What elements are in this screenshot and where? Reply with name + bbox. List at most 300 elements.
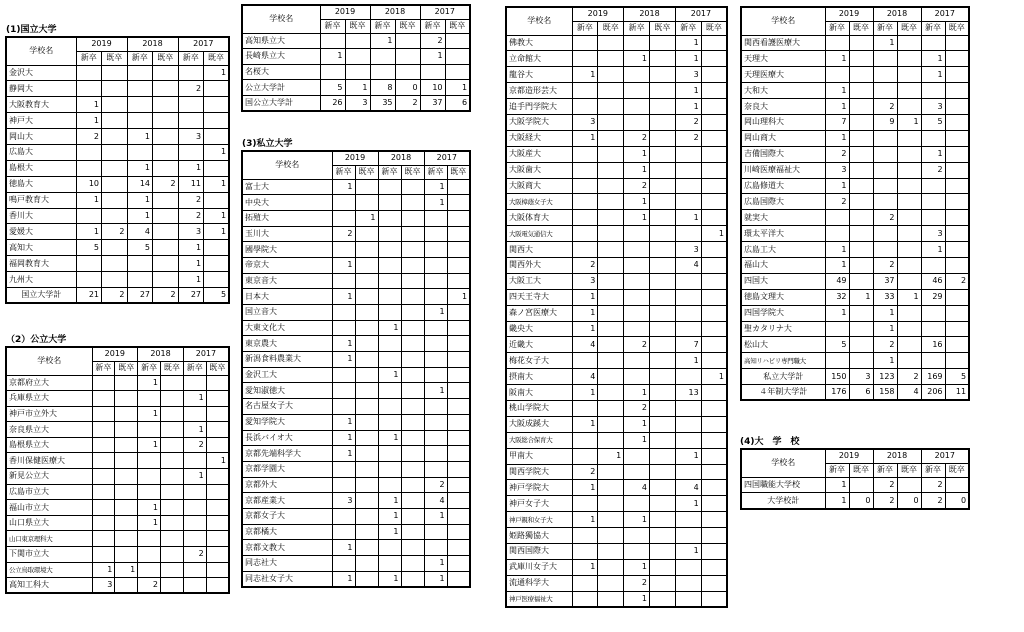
prev-grad-count-cell: 1	[345, 80, 370, 96]
prev-grad-count-cell	[206, 375, 229, 391]
new-grad-count-cell	[424, 524, 447, 540]
new-grad-count-cell	[572, 51, 598, 67]
prev-grad-count-cell	[395, 49, 420, 65]
new-grad-count-cell: 1	[378, 524, 401, 540]
prev-grad-count-cell	[355, 508, 378, 524]
prev-grad-count-cell	[102, 256, 128, 272]
table-row	[242, 352, 470, 368]
prev-grad-count-cell	[701, 464, 727, 480]
prev-grad-count-cell	[355, 414, 378, 430]
header-new-grad: 新卒	[370, 19, 395, 33]
header-prev-grad: 既卒	[447, 165, 470, 179]
table-row	[741, 178, 969, 194]
prev-grad-count-cell	[447, 571, 470, 587]
school-name-cell: 京都産業大	[242, 493, 332, 509]
new-grad-count-cell: 2	[332, 226, 355, 242]
header-year: 2018	[138, 347, 184, 361]
school-name-cell: 京都外大	[242, 477, 332, 493]
new-grad-count-cell: 1	[675, 35, 701, 51]
header-prev-grad: 既卒	[206, 361, 229, 375]
new-grad-count-cell: 1	[825, 305, 849, 321]
prev-grad-count-cell	[206, 500, 229, 516]
new-grad-count-cell	[378, 461, 401, 477]
school-name-cell: 高知県立大	[242, 33, 320, 49]
new-grad-count-cell: 1	[332, 179, 355, 195]
prev-grad-count-cell: 3	[849, 369, 873, 385]
header-year: 2019	[572, 7, 624, 21]
new-grad-count-cell: 29	[921, 289, 945, 305]
prev-grad-count-cell	[204, 256, 230, 272]
table-row	[506, 575, 727, 591]
school-name-cell: 國學院大	[242, 242, 332, 258]
prev-grad-count-cell	[102, 97, 128, 113]
prev-grad-count-cell	[206, 547, 229, 563]
school-name-cell: 梅花女子大	[506, 353, 572, 369]
prev-grad-count-cell	[598, 559, 624, 575]
prev-grad-count-cell	[701, 257, 727, 273]
new-grad-count-cell: 1	[572, 67, 598, 83]
prev-grad-count-cell	[206, 391, 229, 407]
school-name-cell: 甲南大	[506, 448, 572, 464]
new-grad-count-cell: 2	[76, 129, 102, 145]
header-year: 2017	[921, 449, 969, 463]
table-row	[6, 406, 229, 422]
new-grad-count-cell: 1	[178, 272, 204, 288]
table-row	[506, 480, 727, 496]
header-school-name: 学校名	[741, 449, 825, 477]
prev-grad-count-cell	[650, 210, 676, 226]
header-prev-grad: 既卒	[401, 165, 424, 179]
table-row	[506, 210, 727, 226]
school-name-cell: 大学校計	[741, 493, 825, 509]
school-name-cell: 鳴戸教育大	[6, 192, 76, 208]
header-new-grad: 新卒	[921, 463, 945, 477]
prev-grad-count-cell	[115, 422, 138, 438]
table-row	[506, 178, 727, 194]
table-row	[506, 99, 727, 115]
new-grad-count-cell	[825, 35, 849, 51]
prev-grad-count-cell	[701, 591, 727, 607]
school-name-cell: 環太平洋大	[741, 226, 825, 242]
table-row	[506, 67, 727, 83]
prev-grad-count-cell	[701, 575, 727, 591]
new-grad-count-cell	[332, 524, 355, 540]
prev-grad-count-cell	[650, 353, 676, 369]
prev-grad-count-cell	[102, 208, 128, 224]
prev-grad-count-cell	[447, 399, 470, 415]
prev-grad-count-cell	[115, 391, 138, 407]
header-year: 2019	[92, 347, 138, 361]
new-grad-count-cell: 1	[183, 422, 206, 438]
prev-grad-count-cell	[447, 179, 470, 195]
prev-grad-count-cell: 1	[445, 80, 470, 96]
prev-grad-count-cell	[598, 544, 624, 560]
school-name-cell: 愛知淑徳大	[242, 383, 332, 399]
new-grad-count-cell	[572, 83, 598, 99]
school-name-cell: 天理大	[741, 51, 825, 67]
new-grad-count-cell	[572, 242, 598, 258]
new-grad-count-cell	[424, 461, 447, 477]
prev-grad-count-cell: 1	[115, 562, 138, 578]
prev-grad-count-cell	[701, 496, 727, 512]
school-name-cell: 大阪電気通信大	[506, 226, 572, 242]
new-grad-count-cell	[424, 257, 447, 273]
prev-grad-count-cell	[401, 195, 424, 211]
school-name-cell: 大阪体育大	[506, 210, 572, 226]
new-grad-count-cell: 2	[624, 575, 650, 591]
new-grad-count-cell: 1	[624, 416, 650, 432]
prev-grad-count-cell	[598, 369, 624, 385]
new-grad-count-cell: 2	[624, 130, 650, 146]
table-row	[506, 432, 727, 448]
school-name-cell: 大阪総合保育大	[506, 432, 572, 448]
prev-grad-count-cell	[650, 528, 676, 544]
new-grad-count-cell	[320, 33, 345, 49]
school-name-cell: 京都橘大	[242, 524, 332, 540]
new-grad-count-cell	[127, 81, 153, 97]
prev-grad-count-cell	[153, 192, 179, 208]
header-new-grad: 新卒	[420, 19, 445, 33]
new-grad-count-cell: 2	[873, 477, 897, 493]
prev-grad-count-cell: 1	[598, 448, 624, 464]
prev-grad-count-cell	[598, 305, 624, 321]
prev-grad-count-cell: 1	[204, 224, 230, 240]
table-row	[506, 385, 727, 401]
prev-grad-count-cell	[650, 305, 676, 321]
school-name-cell: 神戸大	[6, 113, 76, 129]
new-grad-count-cell: 1	[921, 146, 945, 162]
prev-grad-count-cell	[598, 337, 624, 353]
prev-grad-count-cell	[161, 484, 184, 500]
header-new-grad: 新卒	[183, 361, 206, 375]
school-name-cell: 武庫川女子大	[506, 559, 572, 575]
table-row	[741, 257, 969, 273]
header-row-years	[741, 449, 969, 463]
prev-grad-count-cell	[115, 578, 138, 594]
new-grad-count-cell	[825, 210, 849, 226]
table-row	[741, 273, 969, 289]
new-grad-count-cell: 1	[378, 508, 401, 524]
prev-grad-count-cell: 1	[897, 289, 921, 305]
prev-grad-count-cell	[701, 448, 727, 464]
table-row	[242, 430, 470, 446]
prev-grad-count-cell	[701, 289, 727, 305]
prev-grad-count-cell	[161, 531, 184, 547]
school-name-cell: 流通科学大	[506, 575, 572, 591]
prev-grad-count-cell	[650, 146, 676, 162]
new-grad-count-cell: 1	[624, 385, 650, 401]
header-school-name: 学校名	[242, 151, 332, 179]
table-row	[242, 414, 470, 430]
school-name-cell: 国立大学計	[6, 287, 76, 303]
prev-grad-count-cell	[945, 83, 969, 99]
table-row	[242, 367, 470, 383]
prev-grad-count-cell	[701, 353, 727, 369]
new-grad-count-cell: 7	[825, 114, 849, 130]
table-row	[741, 146, 969, 162]
new-grad-count-cell	[76, 65, 102, 81]
new-grad-count-cell	[873, 83, 897, 99]
school-name-cell: 金沢工大	[242, 367, 332, 383]
new-grad-count-cell	[572, 210, 598, 226]
new-grad-count-cell	[378, 556, 401, 572]
new-grad-count-cell: 7	[675, 337, 701, 353]
prev-grad-count-cell	[153, 113, 179, 129]
prev-grad-count-cell	[355, 571, 378, 587]
college-table-block	[740, 448, 970, 510]
prev-grad-count-cell: 11	[945, 385, 969, 401]
new-grad-count-cell: 1	[675, 99, 701, 115]
table-row	[6, 160, 229, 176]
prev-grad-count-cell	[115, 453, 138, 469]
header-school-name: 学校名	[506, 7, 572, 35]
prev-grad-count-cell: 0	[849, 493, 873, 509]
prev-grad-count-cell: 1	[897, 114, 921, 130]
header-new-grad: 新卒	[873, 21, 897, 35]
header-year: 2018	[378, 151, 424, 165]
prev-grad-count-cell	[102, 129, 128, 145]
school-name-cell: 同志社大	[242, 556, 332, 572]
prev-grad-count-cell	[650, 35, 676, 51]
new-grad-count-cell	[92, 547, 115, 563]
prev-grad-count-cell	[598, 67, 624, 83]
new-grad-count-cell: 1	[127, 129, 153, 145]
prev-grad-count-cell	[945, 130, 969, 146]
new-grad-count-cell	[76, 208, 102, 224]
prev-grad-count-cell	[849, 337, 873, 353]
new-grad-count-cell	[675, 321, 701, 337]
new-grad-count-cell: 1	[332, 446, 355, 462]
prev-grad-count-cell	[401, 414, 424, 430]
prev-grad-count-cell	[345, 49, 370, 65]
new-grad-count-cell: 1	[873, 35, 897, 51]
new-grad-count-cell: 2	[825, 194, 849, 210]
new-grad-count-cell: 2	[921, 162, 945, 178]
school-name-cell: 東京音大	[242, 273, 332, 289]
table-row	[6, 469, 229, 485]
school-name-cell: 高知リハビリ専門職大	[741, 353, 825, 369]
new-grad-count-cell	[332, 273, 355, 289]
prev-grad-count-cell	[401, 524, 424, 540]
new-grad-count-cell: 1	[370, 33, 395, 49]
new-grad-count-cell	[183, 500, 206, 516]
new-grad-count-cell	[825, 321, 849, 337]
new-grad-count-cell	[624, 464, 650, 480]
school-name-cell: 神戸親和女子大	[506, 512, 572, 528]
table-row	[6, 562, 229, 578]
prev-grad-count-cell	[153, 65, 179, 81]
new-grad-count-cell: 2	[572, 257, 598, 273]
new-grad-count-cell: 1	[572, 130, 598, 146]
new-grad-count-cell: 1	[424, 556, 447, 572]
new-grad-count-cell: 4	[675, 480, 701, 496]
prev-grad-count-cell	[206, 562, 229, 578]
prev-grad-count-cell: 0	[395, 80, 420, 96]
school-name-cell: 大阪産大	[506, 146, 572, 162]
new-grad-count-cell	[424, 414, 447, 430]
school-name-cell: 愛知学院大	[242, 414, 332, 430]
new-grad-count-cell	[92, 437, 115, 453]
prev-grad-count-cell	[401, 571, 424, 587]
table-row	[506, 448, 727, 464]
new-grad-count-cell	[675, 305, 701, 321]
new-grad-count-cell: 1	[921, 67, 945, 83]
new-grad-count-cell	[873, 242, 897, 258]
prev-grad-count-cell	[598, 273, 624, 289]
prev-grad-count-cell	[447, 383, 470, 399]
prev-grad-count-cell	[897, 178, 921, 194]
new-grad-count-cell	[675, 289, 701, 305]
new-grad-count-cell: 1	[675, 448, 701, 464]
total-row	[741, 493, 969, 509]
prev-grad-count-cell	[945, 114, 969, 130]
prev-grad-count-cell: 2	[153, 287, 179, 303]
new-grad-count-cell	[127, 65, 153, 81]
new-grad-count-cell	[572, 591, 598, 607]
school-name-cell: 四国学院大	[741, 305, 825, 321]
prev-grad-count-cell	[153, 97, 179, 113]
prev-grad-count-cell	[355, 305, 378, 321]
prev-grad-count-cell	[447, 336, 470, 352]
school-name-cell: 島根大	[6, 160, 76, 176]
new-grad-count-cell: 1	[873, 353, 897, 369]
table-row	[242, 399, 470, 415]
new-grad-count-cell: 3	[675, 67, 701, 83]
new-grad-count-cell	[424, 399, 447, 415]
school-name-cell: 私立大学計	[741, 369, 825, 385]
prev-grad-count-cell	[102, 113, 128, 129]
table-row	[242, 210, 470, 226]
prev-grad-count-cell	[204, 97, 230, 113]
new-grad-count-cell	[624, 273, 650, 289]
table-row	[6, 547, 229, 563]
table-row	[6, 97, 229, 113]
new-grad-count-cell	[127, 97, 153, 113]
prev-grad-count-cell	[701, 67, 727, 83]
prev-grad-count-cell	[447, 242, 470, 258]
prev-grad-count-cell	[401, 273, 424, 289]
table-row	[242, 446, 470, 462]
new-grad-count-cell	[675, 226, 701, 242]
national-title: (1)国立大学	[6, 25, 57, 35]
prev-grad-count-cell	[598, 480, 624, 496]
new-grad-count-cell	[825, 353, 849, 369]
prev-grad-count-cell	[598, 257, 624, 273]
school-name-cell: 大阪歯大	[506, 162, 572, 178]
school-name-cell: 新潟食料農業大	[242, 352, 332, 368]
prev-grad-count-cell	[401, 477, 424, 493]
prev-grad-count-cell	[355, 493, 378, 509]
school-name-cell: 香川大	[6, 208, 76, 224]
new-grad-count-cell	[873, 67, 897, 83]
new-grad-count-cell: 1	[572, 385, 598, 401]
table-row	[6, 65, 229, 81]
new-grad-count-cell	[424, 367, 447, 383]
new-grad-count-cell	[624, 257, 650, 273]
school-name-cell: 新見公立大	[6, 469, 92, 485]
prev-grad-count-cell	[701, 321, 727, 337]
new-grad-count-cell	[675, 162, 701, 178]
new-grad-count-cell: 1	[332, 336, 355, 352]
new-grad-count-cell: 176	[825, 385, 849, 401]
school-name-cell: 九州大	[6, 272, 76, 288]
table-row	[242, 508, 470, 524]
table-row	[242, 80, 470, 96]
prev-grad-count-cell	[115, 484, 138, 500]
total-row	[741, 369, 969, 385]
prev-grad-count-cell	[115, 469, 138, 485]
prev-grad-count-cell	[650, 257, 676, 273]
prev-grad-count-cell	[650, 162, 676, 178]
national-table-block	[5, 36, 230, 304]
school-name-cell: 福山大	[741, 257, 825, 273]
school-name-cell: 静岡大	[6, 81, 76, 97]
new-grad-count-cell	[572, 35, 598, 51]
header-year: 2019	[825, 7, 873, 21]
table-row	[506, 400, 727, 416]
prev-grad-count-cell: 1	[355, 210, 378, 226]
new-grad-count-cell: 1	[76, 192, 102, 208]
prev-grad-count-cell	[102, 65, 128, 81]
new-grad-count-cell	[572, 544, 598, 560]
school-name-cell: 名古屋女子大	[242, 399, 332, 415]
prev-grad-count-cell	[945, 257, 969, 273]
new-grad-count-cell	[624, 448, 650, 464]
public-table-block	[5, 346, 230, 594]
school-name-cell: 森ノ宮医療大	[506, 305, 572, 321]
new-grad-count-cell	[378, 477, 401, 493]
prev-grad-count-cell	[650, 242, 676, 258]
new-grad-count-cell: 1	[624, 591, 650, 607]
total-row	[741, 385, 969, 401]
new-grad-count-cell: 3	[92, 578, 115, 594]
school-name-cell: 四天王寺大	[506, 289, 572, 305]
prev-grad-count-cell	[401, 210, 424, 226]
prev-grad-count-cell	[598, 51, 624, 67]
prev-grad-count-cell	[447, 320, 470, 336]
table-row	[6, 129, 229, 145]
new-grad-count-cell	[92, 391, 115, 407]
header-row-years	[6, 347, 229, 361]
new-grad-count-cell: 4	[624, 480, 650, 496]
school-name-cell: 神戸市立外大	[6, 406, 92, 422]
school-name-cell: 公立鳥取環境大	[6, 562, 92, 578]
new-grad-count-cell: 4	[572, 337, 598, 353]
new-grad-count-cell	[675, 146, 701, 162]
prev-grad-count-cell	[598, 416, 624, 432]
private2-table-block	[505, 6, 728, 608]
header-prev-grad: 既卒	[345, 19, 370, 33]
new-grad-count-cell	[675, 194, 701, 210]
header-new-grad: 新卒	[332, 165, 355, 179]
school-name-cell: 京都女子大	[242, 508, 332, 524]
prev-grad-count-cell	[102, 240, 128, 256]
table-row	[506, 146, 727, 162]
new-grad-count-cell: 3	[675, 242, 701, 258]
new-grad-count-cell: 169	[921, 369, 945, 385]
new-grad-count-cell: 1	[572, 289, 598, 305]
new-grad-count-cell	[624, 544, 650, 560]
prev-grad-count-cell	[355, 461, 378, 477]
new-grad-count-cell	[370, 49, 395, 65]
prev-grad-count-cell	[701, 162, 727, 178]
school-name-cell: 広島工大	[741, 242, 825, 258]
new-grad-count-cell	[921, 130, 945, 146]
new-grad-count-cell	[332, 461, 355, 477]
school-name-cell: 長崎県立大	[242, 49, 320, 65]
table-row	[506, 257, 727, 273]
school-name-cell: 日本大	[242, 289, 332, 305]
